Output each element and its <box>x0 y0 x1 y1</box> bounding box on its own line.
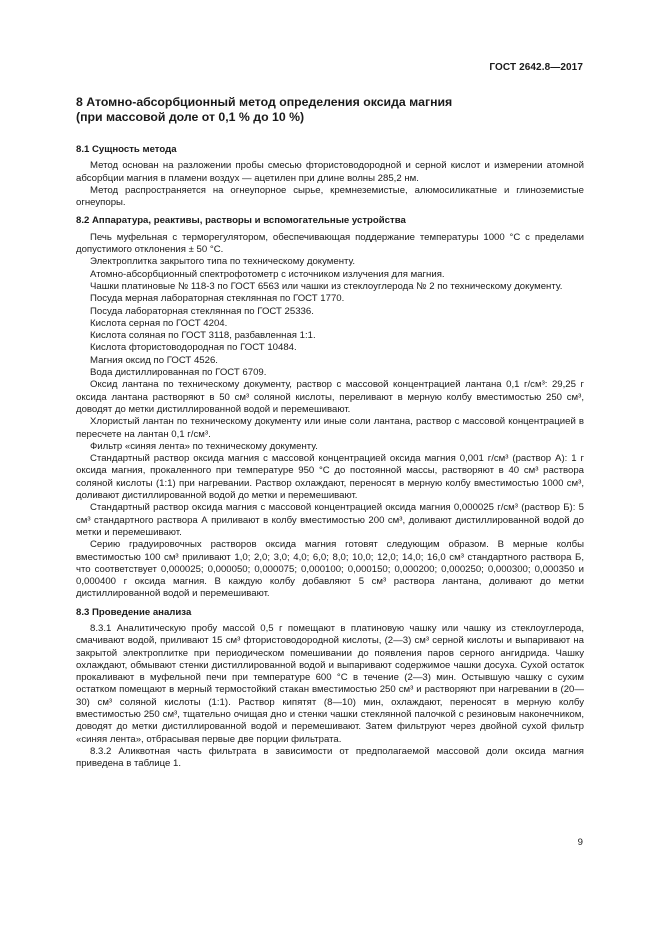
paragraph: Атомно-абсорбционный спектрофотометр с источником излучения для магния. <box>90 268 445 280</box>
paragraph: Метод распространяется на огнеупорное сырье, кремнеземистые, алюмосиликатные и глиноземистые огнеупоры. <box>76 184 584 209</box>
paragraph: Серию градуировочных растворов оксида магния готовят следующим образом. В мерные колбы вместимостью 100 см³ приливают 1,0; 2,0; 3,0; 4,0; 6,0; 8,0; 10,0; 12,0; 14,0; 16,0 см³ стандартного раствора Б, что соответствует 0,000025; 0,000050; 0,000075; 0,000100; 0,000150; 0,000200; 0,000250; 0,000300; 0,000350 и 0,000400 г оксида магния. В каждую колбу добавляют 5 см³ раствора лантана, доливают до метки дистиллированной водой и перемешивают. <box>76 539 584 600</box>
page-number: 9 <box>577 837 583 848</box>
section-title <box>76 95 584 125</box>
paragraph: Кислота фтористоводородная по ГОСТ 10484. <box>90 342 297 354</box>
document-code: ГОСТ 2642.8—2017 <box>489 62 583 73</box>
paragraph: 8.3.2 Аликвотная часть фильтрата в зависимости от предполагаемой массовой доли оксида магния приведена в таблице 1. <box>76 745 584 770</box>
paragraph: Метод основан на разложении пробы смесью фтористоводородной и серной кислот и измерении атомной абсорбции магния в пламени воздух — ацетилен при длине волны 285,2 нм. <box>76 160 584 184</box>
paragraph: Посуда лабораторная стеклянная по ГОСТ 25336. <box>90 305 314 317</box>
paragraph: Магния оксид по ГОСТ 4526. <box>90 354 218 366</box>
subsection-title-8-3: 8.3 Проведение анализа <box>76 606 192 618</box>
paragraph: Кислота соляная по ГОСТ 3118, разбавленная 1:1. <box>90 330 316 342</box>
page-content <box>76 95 584 771</box>
paragraph: Стандартный раствор оксида магния с массовой концентрацией оксида магния 0,000025 г/см³ (раствор Б): 5 см³ стандартного раствора А приливают в колбу вместимостью 200 см³, доливают дистиллированной водой до метки и перемешивают. <box>76 502 584 538</box>
paragraph: Электроплитка закрытого типа по техническому документу. <box>90 256 356 268</box>
paragraph: Посуда мерная лабораторная стеклянная по ГОСТ 1770. <box>90 293 345 305</box>
paragraph: 8.3.1 Аналитическую пробу массой 0,5 г помещают в платиновую чашку или чашку из стеклоуглерода, смачивают водой, приливают 15 см³ фтористоводородной кислоты, (2—3) см³ серной кислоты и выпаривают на закрытой электроплитке при периодическом помешивании до появления паров серного ангидрида. Чашку охлаждают, обмывают стенки дистиллированной водой и выпаривают содержимое чашки досуха. Сухой остаток прокаливают в муфельной печи при температуре 600 °С в течение (2—3) мин. Остывшую чашку с сухим остатком помещают в мерный термостойкий стакан вместимостью 250 см³ и растворяют при нагревании в (20—30) см³ соляной кислоты (1:1). Раствор кипятят (8—10) мин, охлаждают, переносят в мерную колбу вместимостью 250 см³, тщательно очищая дно и стенки чашки стеклянной палочкой с резиновым наконечником, доводят до метки дистиллированной водой и перемешивают. Затем фильтруют через двойной сухой фильтр «синяя лента», отбрасывая первые две порции фильтрата. <box>76 622 584 745</box>
paragraph: Хлористый лантан по техническому документу или иные соли лантана, раствор с массовой концентрацией в пересчете на лантан 0,1 г/см³. <box>76 416 584 440</box>
paragraph: Фильтр «синяя лента» по техническому документу. <box>90 440 318 452</box>
section-title-line2: (при массовой доле от 0,1 % до 10 %) <box>76 110 305 124</box>
paragraph: Кислота серная по ГОСТ 4204. <box>90 317 228 329</box>
subsection-title-8-1: 8.1 Сущность метода <box>76 144 177 155</box>
paragraph: Стандартный раствор оксида магния с массовой концентрацией оксида магния 0,001 г/см³ (раствор А): 1 г оксида магния, прокаленного при температуре 950 °С до постоянной массы, растворяют в 40 см³ раствора соляной кислоты (1:1) при нагревании. Раствор охлаждают, переносят в мерную колбу вместимостью 1000 см³, доливают дистиллированной водой до метки и перемешивают. <box>76 453 584 502</box>
paragraph: Оксид лантана по техническому документу, раствор с массовой концентрацией лантана 0,1 г/см³: 29,25 г оксида лантана растворяют в 50 см³ соляной кислоты, переливают в мерную колбу вместимостью 250 см³, доводят до метки дистиллированной водой и перемешивают. <box>76 379 584 415</box>
paragraph: Чашки платиновые № 118-3 по ГОСТ 6563 или чашки из стеклоуглерода № 2 по техническому документу. <box>90 280 563 292</box>
subsection-title-8-2: 8.2 Аппаратура, реактивы, растворы и вспомогательные устройства <box>76 215 406 227</box>
paragraph: Вода дистиллированная по ГОСТ 6709. <box>90 367 267 379</box>
section-title-line1: 8 Атомно-абсорбционный метод определения оксида магния <box>76 95 453 109</box>
paragraph: Печь муфельная с терморегулятором, обеспечивающая поддержание температуры 1000 °С с пределами допустимого отклонения ± 50 °С. <box>76 231 584 256</box>
